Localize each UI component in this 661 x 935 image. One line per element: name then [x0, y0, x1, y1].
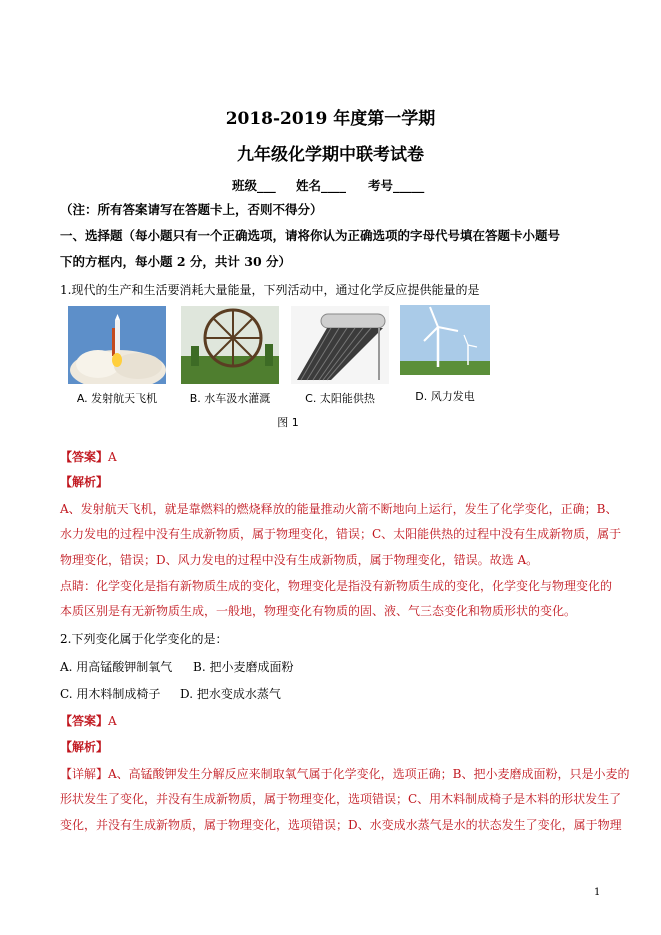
answer-note: （注：所有答案请写在答题卡上，否则不得分）: [60, 202, 323, 217]
space-shuttle-launch-image: [68, 306, 166, 384]
class-field-label: 班级___: [232, 178, 276, 193]
page-number: 1: [594, 887, 601, 898]
q1-analysis-line: A、发射航天飞机，就是靠燃料的燃烧释放的能量推动火箭不断地向上运行，发生了化学变化，正确；B、: [60, 502, 618, 516]
q2-analysis-line: 形状发生了变化，并没有生成新物质，属于物理变化，选项错误；C、用木料制成椅子是木料的形状发生了: [60, 792, 622, 806]
q2-answer-label: 【答案】: [60, 714, 109, 728]
q2-option-a: A. 用高锰酸钾制氧气: [60, 660, 173, 674]
q1-analysis-line: 本质区别是有无新物质生成，一般地，物理变化有物质的固、液、气三态变化和物质形状的变化。: [60, 604, 577, 618]
q1-option-b: B. 水车汲水灌溉: [189, 392, 271, 405]
q1-analysis-line: 点睛：化学变化是指有新物质生成的变化，物理变化是指没有新物质生成的变化，化学变化与物理变化的: [60, 579, 613, 593]
section1-heading-line1: 一、选择题（每小题只有一个正确选项，请将你认为正确选项的字母代号填在答题卡小题号: [60, 228, 561, 243]
q2-answer-value: A: [108, 714, 117, 728]
q1-analysis-line: 水力发电的过程中没有生成新物质，属于物理变化，错误；C、太阳能供热的过程中没有生成新物质，属于: [60, 527, 622, 541]
solar-water-heater-image: [291, 306, 389, 384]
q1-analysis-label: 【解析】: [60, 475, 109, 489]
q1-option-a: A. 发射航天飞机: [76, 392, 158, 405]
q2-analysis-line: 变化，并没有生成新物质，属于物理变化，选项错误；D、水变成水蒸气是水的状态发生了变化，属于物理: [60, 818, 622, 832]
waterwheel-irrigation-image: [181, 306, 279, 384]
title-year: 2018-2019 年度第一学期: [225, 109, 436, 129]
q2-stem: 2.下列变化属于化学变化的是：: [60, 632, 228, 646]
q2-analysis-label: 【解析】: [60, 740, 109, 754]
name-field-label: 姓名____: [296, 178, 347, 193]
title-exam: 九年级化学期中联考试卷: [237, 145, 424, 165]
wind-turbine-image: [400, 305, 490, 375]
q1-option-d: D. 风力发电: [415, 390, 475, 403]
q1-answer-label: 【答案】: [60, 450, 109, 464]
q2-option-c: C. 用木料制成椅子: [60, 687, 161, 701]
q1-stem: 1.现代的生产和生活要消耗大量能量，下列活动中，通过化学反应提供能量的是: [60, 283, 480, 297]
q1-analysis-line: 物理变化，错误；D、风力发电的过程中没有生成新物质，属于物理变化，错误。故选 A。: [60, 553, 539, 567]
q2-option-b: B. 把小麦磨成面粉: [193, 660, 294, 674]
q1-answer: [60, 448, 117, 465]
q2-option-d: D. 把水变成水蒸气: [180, 687, 281, 701]
q1-answer-value: A: [108, 450, 117, 464]
section1-heading-line2: 下的方框内，每小题 2 分，共计 30 分）: [60, 254, 292, 269]
figure-label: 图 1: [277, 416, 299, 429]
q2-analysis-line: 【详解】A、高锰酸钾发生分解反应来制取氧气属于化学变化，选项正确；B、把小麦磨成面粉，只是小麦的: [60, 767, 630, 781]
exam-number-field-label: 考号_____: [368, 178, 425, 193]
q2-answer: [60, 712, 117, 729]
q1-option-c: C. 太阳能供热: [305, 392, 375, 405]
